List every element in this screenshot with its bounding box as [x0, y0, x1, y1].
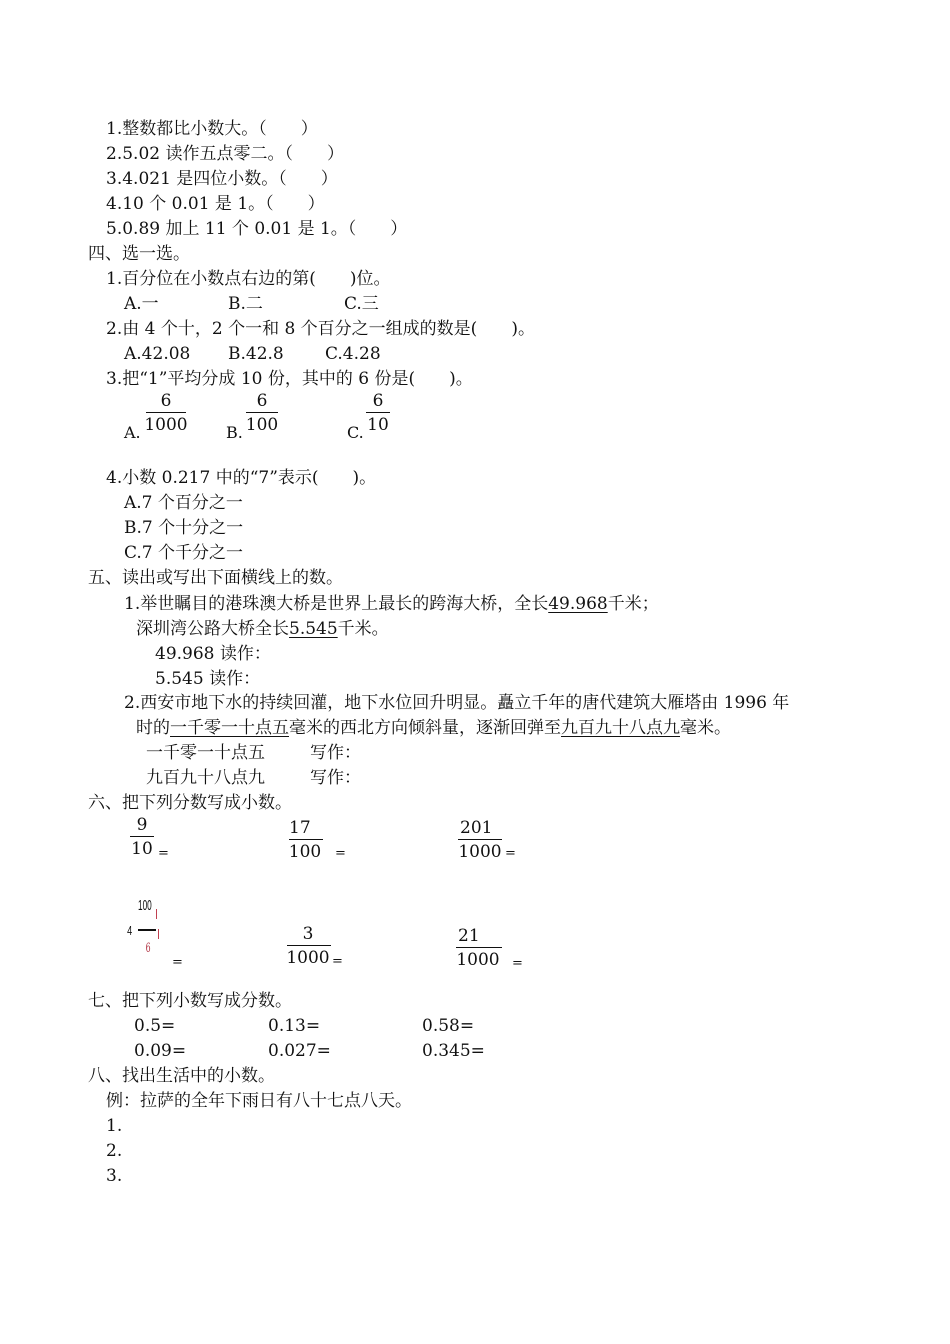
fraction-denominator: 1000 [144, 415, 188, 435]
fraction-bar [366, 412, 390, 413]
fraction-denominator: 10 [367, 415, 389, 435]
read-write-q1-line1 [124, 594, 659, 614]
life-example: 例：拉萨的全年下雨日有八十七点八天。 [106, 1091, 412, 1111]
choose-q1-option-b: B.二 [228, 294, 263, 314]
red-mark [158, 929, 161, 939]
mixed-denominator: 6 [145, 941, 151, 956]
fraction-denominator: 100 [288, 842, 322, 862]
choose-q3-option-c-fraction [350, 391, 406, 435]
choose-q3-option-c-label: C. [347, 423, 364, 442]
fraction-bar [287, 945, 331, 946]
fraction-bar [458, 839, 502, 840]
section-8-heading: 八、找出生活中的小数。 [88, 1066, 275, 1086]
decimal-item: 0.09= [134, 1041, 187, 1061]
mixed-bar [138, 929, 156, 931]
fraction-numerator: 6 [160, 391, 172, 411]
fraction-bar [246, 412, 278, 413]
equals-sign: = [172, 955, 183, 970]
judge-item-5: 5.0.89 加上 11 个 0.01 是 1。（ ） [106, 219, 408, 239]
text-segment: 千米； [607, 594, 659, 614]
choose-q3-option-b-label: B. [226, 423, 243, 442]
write-answer-2-word: 九百九十八点九 [146, 768, 265, 788]
fraction-denominator: 10 [131, 839, 153, 859]
decimal-item: 0.13= [268, 1016, 321, 1036]
fraction-numerator: 9 [136, 815, 148, 835]
underlined-number: 5.545 [289, 619, 338, 639]
decimal-item: 0.5= [134, 1016, 176, 1036]
equals-sign: = [505, 846, 516, 861]
underlined-number: 49.968 [548, 594, 608, 614]
fraction-bar [130, 836, 154, 837]
equals-sign: = [512, 956, 523, 971]
choose-q2-option-c: C.4.28 [325, 344, 381, 364]
equals-sign: = [158, 846, 169, 861]
fraction-numerator: 6 [372, 391, 384, 411]
section-7-heading: 七、把下列小数写成分数。 [88, 991, 292, 1011]
fraction-denominator: 100 [245, 415, 279, 435]
write-answer-1-word: 一千零一十点五 [146, 743, 265, 763]
choose-q3-option-a-fraction [138, 391, 194, 435]
fraction-17-100 [281, 818, 329, 862]
read-write-q2-line2 [136, 718, 731, 738]
mixed-whole: 4 [127, 923, 133, 938]
write-answer-1-label: 写作： [310, 743, 361, 763]
section-4-heading: 四、选一选。 [88, 244, 190, 264]
fraction-denominator: 1000 [458, 842, 502, 862]
equals-sign: = [332, 954, 343, 969]
fraction-bar [289, 839, 323, 840]
section-6-heading: 六、把下列分数写成小数。 [88, 793, 292, 813]
fraction-numerator: 21 [458, 926, 480, 946]
text-segment: 时的 [136, 718, 170, 738]
write-answer-2-label: 写作： [310, 768, 361, 788]
decimal-item: 0.027= [268, 1041, 331, 1061]
life-item-1: 1. [106, 1116, 123, 1136]
judge-item-3: 3.4.021 是四位小数。（ ） [106, 169, 338, 189]
fraction-201-1000 [452, 818, 508, 862]
choose-q4-option-a: A.7 个百分之一 [124, 493, 243, 513]
choose-q2-option-b: B.42.8 [228, 344, 284, 364]
choose-q4-option-b: B.7 个十分之一 [124, 518, 244, 538]
decimal-item: 0.58= [422, 1016, 475, 1036]
fraction-denominator: 1000 [456, 950, 500, 970]
text-segment: 千米。 [337, 619, 389, 639]
choose-q2-text: 2.由 4 个十，2 个一和 8 个百分之一组成的数是( )。 [106, 319, 535, 339]
underlined-number: 九百九十八点九 [561, 718, 680, 738]
mixed-numerator: 100 [138, 897, 152, 914]
fraction-numerator: 6 [256, 391, 268, 411]
fraction-numerator: 17 [289, 818, 311, 838]
choose-q3-option-b-fraction [234, 391, 290, 435]
section-5-heading: 五、读出或写出下面横线上的数。 [88, 568, 343, 588]
fraction-3-1000 [283, 924, 333, 968]
read-write-q2-line1: 2.西安市地下水的持续回灌，地下水位回升明显。矗立千年的唐代建筑大雁塔由 1996 年 [124, 693, 790, 713]
red-mark [156, 909, 159, 919]
judge-item-4: 4.10 个 0.01 是 1。（ ） [106, 194, 325, 214]
choose-q4-text: 4.小数 0.217 中的“7”表示( )。 [106, 468, 377, 488]
life-item-2: 2. [106, 1141, 123, 1161]
choose-q3-text: 3.把“1”平均分成 10 份，其中的 6 份是( )。 [106, 369, 473, 389]
life-item-3: 3. [106, 1166, 123, 1186]
choose-q1-text: 1.百分位在小数点右边的第( )位。 [106, 269, 391, 289]
text-segment: 深圳湾公路大桥全长 [136, 619, 289, 639]
text-segment: 毫米。 [680, 718, 731, 738]
choose-q1-option-c: C.三 [344, 294, 379, 314]
read-answer-2: 5.545 读作： [155, 669, 261, 689]
fraction-21-1000 [452, 926, 504, 970]
choose-q2-option-a: A.42.08 [124, 344, 191, 364]
read-answer-1: 49.968 读作： [155, 644, 271, 664]
equals-sign: = [335, 846, 346, 861]
choose-q3-option-a-label: A. [124, 423, 141, 442]
judge-item-2: 2.5.02 读作五点零二。（ ） [106, 144, 344, 164]
judge-item-1: 1.整数都比小数大。（ ） [106, 119, 318, 139]
fraction-numerator: 3 [302, 924, 314, 944]
decimal-item: 0.345= [422, 1041, 485, 1061]
fraction-numerator: 201 [460, 818, 493, 838]
underlined-number: 一千零一十点五 [170, 718, 289, 738]
mixed-number-4-100-6 [126, 895, 170, 969]
fraction-denominator: 1000 [286, 948, 330, 968]
text-segment: 毫米的西北方向倾斜量，逐渐回弹至 [289, 718, 561, 738]
choose-q1-option-a: A.一 [124, 294, 159, 314]
fraction-bar [146, 412, 186, 413]
read-write-q1-line2 [136, 619, 389, 639]
text-segment: 1.举世瞩目的港珠澳大桥是世界上最长的跨海大桥，全长 [124, 594, 549, 614]
choose-q4-option-c: C.7 个千分之一 [124, 543, 244, 563]
fraction-bar [456, 947, 502, 948]
